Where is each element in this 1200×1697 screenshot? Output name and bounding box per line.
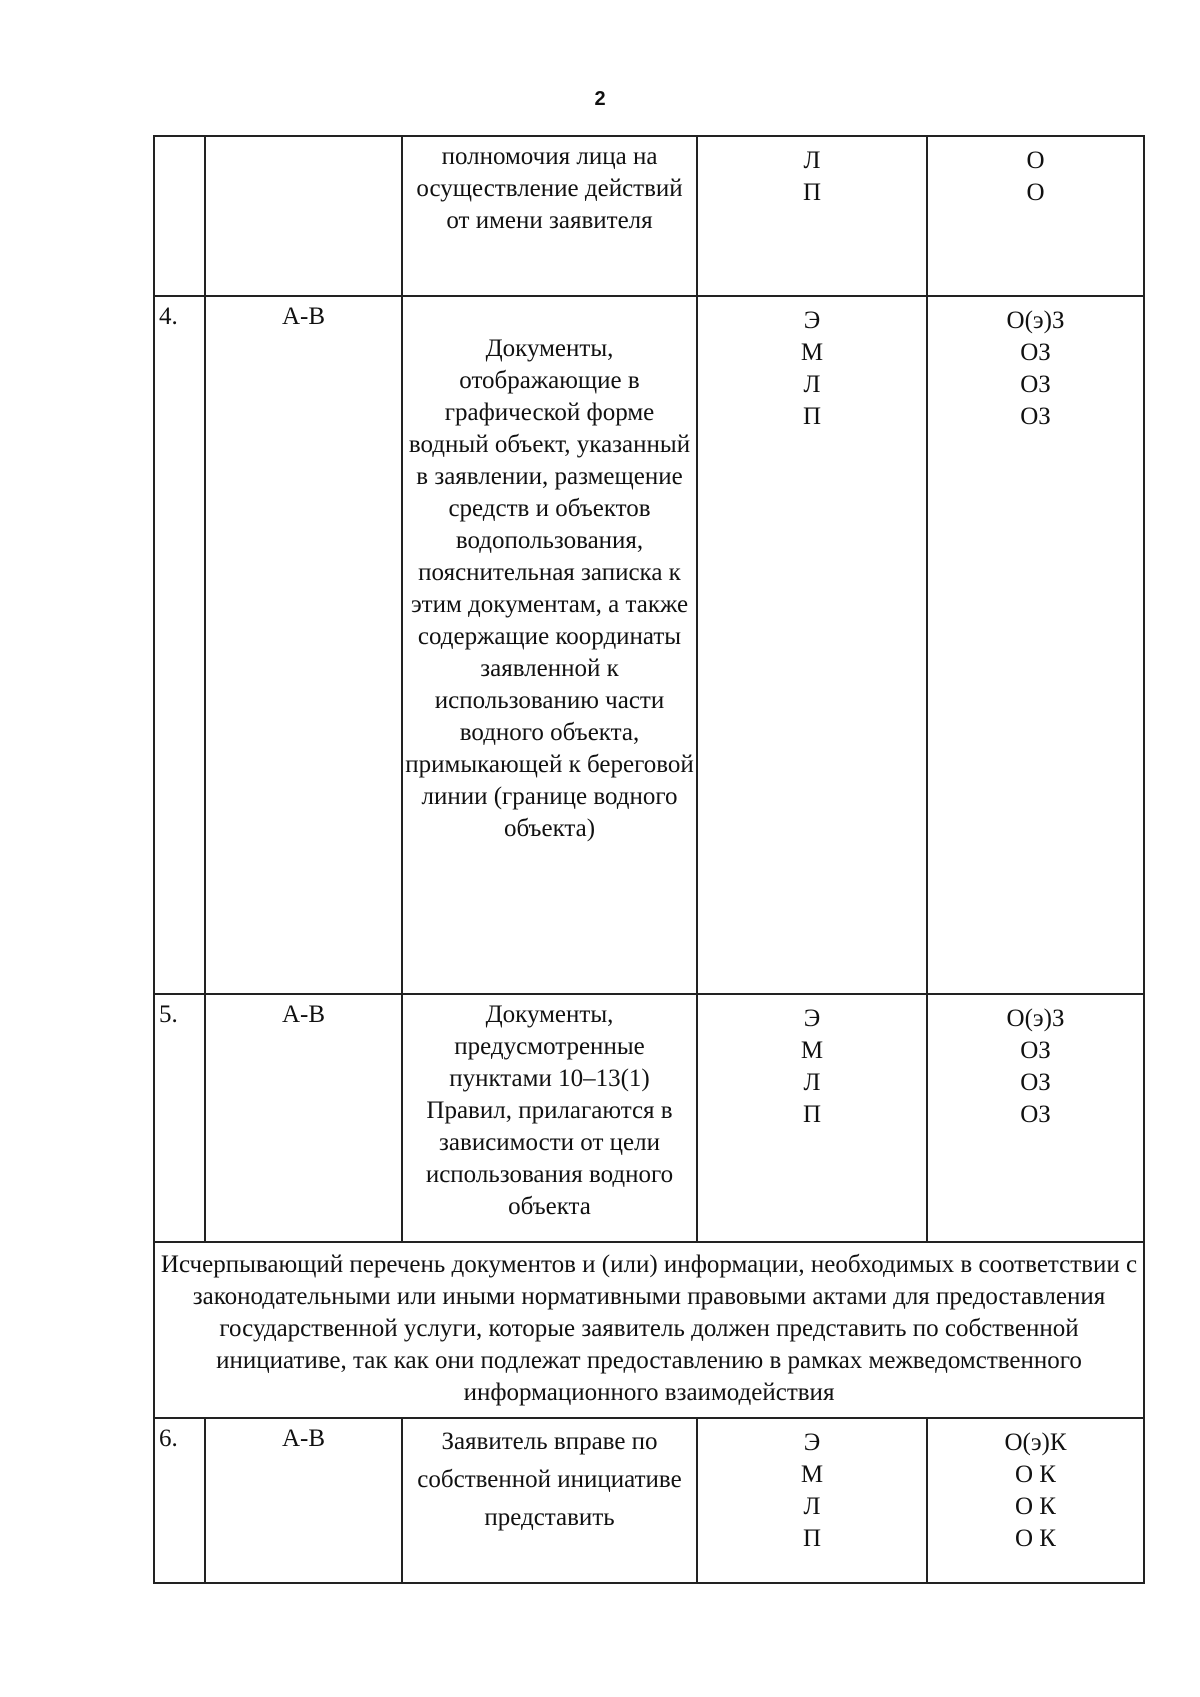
table-row [154, 994, 1144, 1242]
row-requirements [927, 1418, 1144, 1583]
requirement-item: О К [1015, 1525, 1056, 1552]
row-code [205, 136, 402, 296]
form-item: М [800, 339, 824, 366]
requirement-item: ОЗ [1020, 371, 1051, 398]
row-number: 5. [154, 994, 205, 1242]
form-item: П [802, 403, 822, 430]
row-description: полномочия лица на осуществление действий от имени заявителя [402, 136, 697, 296]
row-requirements [927, 296, 1144, 994]
form-item: П [802, 1525, 822, 1552]
table-row [154, 1418, 1144, 1583]
requirement-item: ОЗ [1020, 1037, 1051, 1064]
form-item: Л [803, 147, 821, 174]
form-item: П [802, 1101, 822, 1128]
row-requirements [927, 994, 1144, 1242]
row-forms [697, 296, 927, 994]
requirement-item: О К [1015, 1461, 1056, 1488]
requirement-item: О К [1015, 1493, 1056, 1520]
row-forms [697, 136, 927, 296]
form-item: Л [803, 371, 821, 398]
requirement-item: О [1026, 179, 1045, 206]
requirement-item: ОЗ [1020, 1069, 1051, 1096]
form-item: Э [803, 1429, 821, 1456]
row-description: Документы, отображающие в графической форме водный объект, указанный в заявлении, размещение средств и объектов водопользования, пояснительная записка к этим документам, а также содержащие координаты заявленной к использованию части водного объекта, примыкающей к береговой линии (границе водного объекта) [402, 296, 697, 994]
requirement-item: О(э)З [1006, 307, 1065, 334]
form-item: М [800, 1037, 824, 1064]
row-code: А-В [205, 994, 402, 1242]
form-item: М [800, 1461, 824, 1488]
row-code: А-В [205, 1418, 402, 1583]
requirement-item: ОЗ [1020, 1101, 1051, 1128]
requirement-item: О(э)З [1006, 1005, 1065, 1032]
row-number: 4. [154, 296, 205, 994]
row-description: Заявитель вправе по собственной инициативе представить [402, 1418, 697, 1583]
row-description: Документы, предусмотренные пунктами 10–13(1) Правил, прилагаются в зависимости от цели использования водного объекта [402, 994, 697, 1242]
form-item: П [802, 179, 822, 206]
row-forms [697, 1418, 927, 1583]
requirement-item: О [1026, 147, 1045, 174]
page-number: 2 [594, 88, 606, 110]
table-row [154, 136, 1144, 296]
section-header-row [154, 1242, 1144, 1418]
row-number: 6. [154, 1418, 205, 1583]
row-number [154, 136, 205, 296]
documents-table [153, 135, 1145, 1584]
requirement-item: ОЗ [1020, 339, 1051, 366]
table-row [154, 296, 1144, 994]
form-item: Э [803, 1005, 821, 1032]
form-item: Э [803, 307, 821, 334]
row-requirements [927, 136, 1144, 296]
section-header: Исчерпывающий перечень документов и (или) информации, необходимых в соответствии с законодательными или иными нормативными правовыми актами для предоставления государственной услуги, которые заявитель должен представить по собственной инициативе, так как они подлежат предоставлению в рамках межведомственного информационного взаимодействия [154, 1242, 1144, 1418]
row-forms [697, 994, 927, 1242]
requirement-item: ОЗ [1020, 403, 1051, 430]
requirement-item: О(э)К [1004, 1429, 1067, 1456]
form-item: Л [803, 1069, 821, 1096]
form-item: Л [803, 1493, 821, 1520]
row-code: А-В [205, 296, 402, 994]
